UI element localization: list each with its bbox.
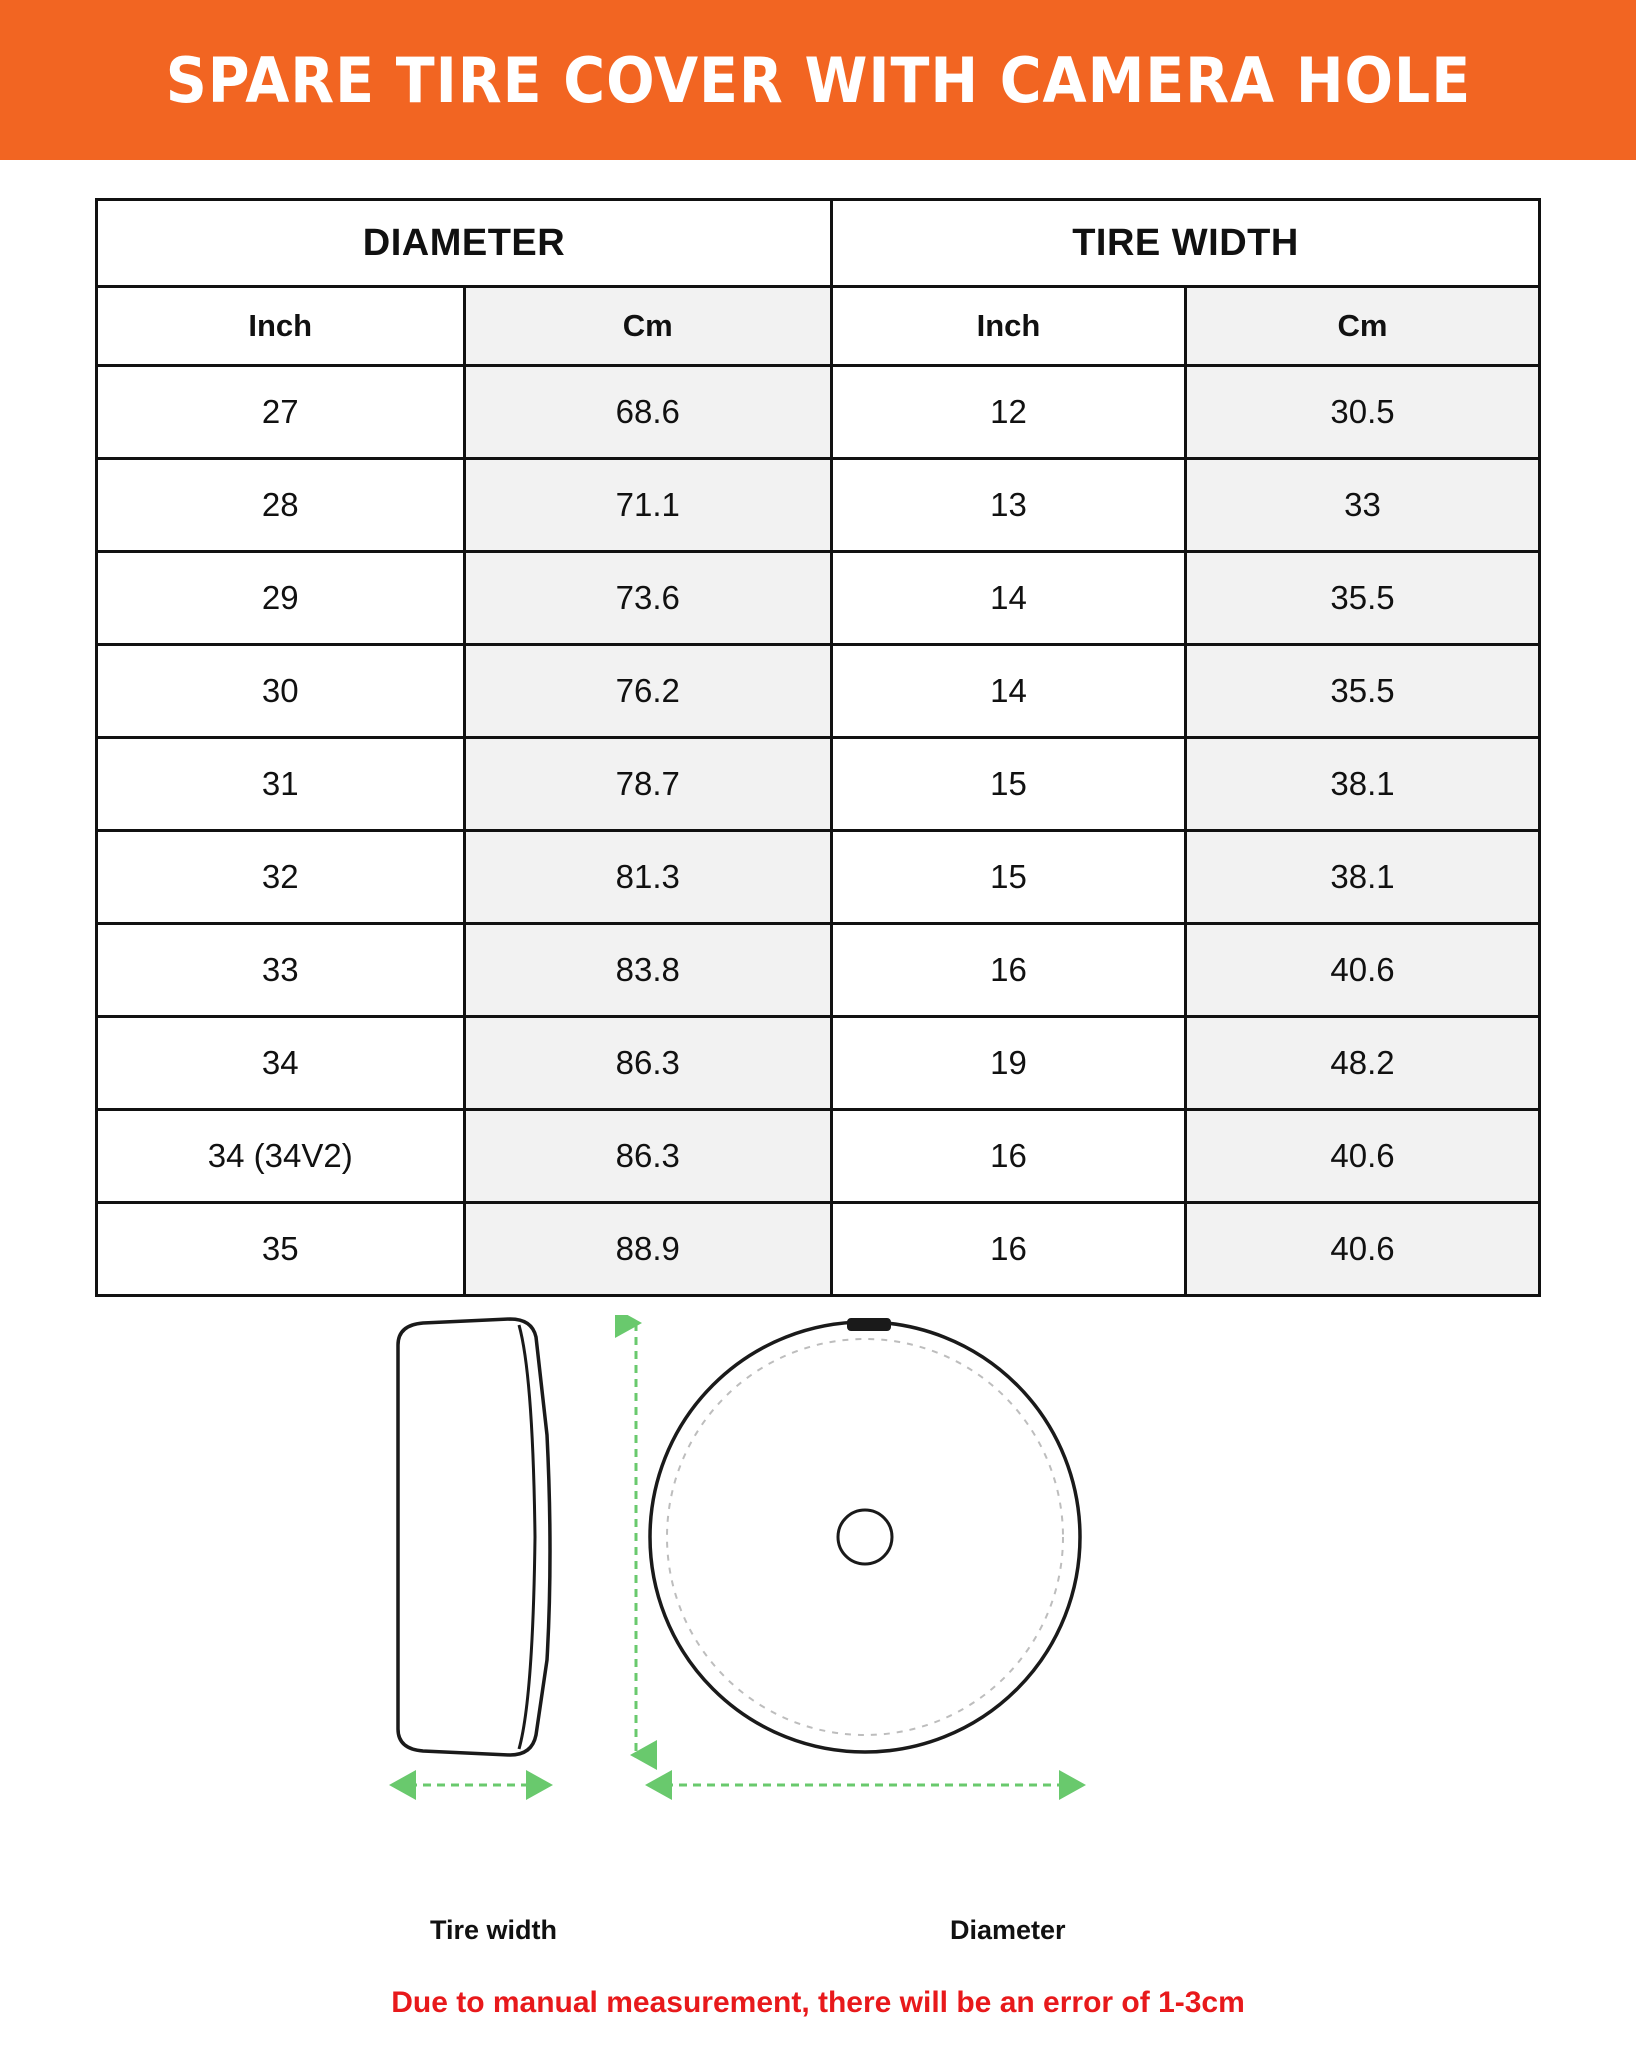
cell-diameter-cm: 76.2 (464, 645, 832, 738)
unit-header-width-inch: Inch (832, 287, 1186, 366)
cell-width-cm: 48.2 (1185, 1017, 1539, 1110)
unit-header-width-cm: Cm (1185, 287, 1539, 366)
cell-width-inch: 16 (832, 1203, 1186, 1296)
group-header-diameter: DIAMETER (97, 200, 832, 287)
cell-diameter-cm: 88.9 (464, 1203, 832, 1296)
cell-width-cm: 40.6 (1185, 1203, 1539, 1296)
diagram-captions (95, 1915, 1541, 1959)
cell-width-cm: 38.1 (1185, 738, 1539, 831)
cell-width-inch: 16 (832, 1110, 1186, 1203)
cell-diameter-inch: 34 (97, 1017, 465, 1110)
cover-front-view (650, 1318, 1080, 1752)
cell-diameter-inch: 27 (97, 366, 465, 459)
cell-diameter-inch: 34 (34V2) (97, 1110, 465, 1203)
cell-width-cm: 30.5 (1185, 366, 1539, 459)
cell-diameter-inch: 35 (97, 1203, 465, 1296)
cover-side-view (398, 1319, 550, 1755)
cell-diameter-inch: 29 (97, 552, 465, 645)
cell-width-inch: 16 (832, 924, 1186, 1017)
cell-diameter-inch: 28 (97, 459, 465, 552)
cell-width-inch: 12 (832, 366, 1186, 459)
size-chart-table (95, 198, 1541, 1297)
cell-diameter-cm: 81.3 (464, 831, 832, 924)
cell-width-cm: 40.6 (1185, 924, 1539, 1017)
table-row (97, 459, 1540, 552)
table-group-header-row (97, 200, 1540, 287)
cell-diameter-inch: 31 (97, 738, 465, 831)
cell-width-inch: 19 (832, 1017, 1186, 1110)
cell-width-cm: 35.5 (1185, 645, 1539, 738)
group-header-tire-width: TIRE WIDTH (832, 200, 1540, 287)
camera-hole-icon (838, 1510, 892, 1564)
table-row (97, 645, 1540, 738)
cell-width-cm: 33 (1185, 459, 1539, 552)
measurement-disclaimer: Due to manual measurement, there will be an error of 1-3cm (391, 1986, 1245, 2019)
table-unit-header-row (97, 287, 1540, 366)
cell-diameter-inch: 30 (97, 645, 465, 738)
table-row (97, 738, 1540, 831)
cell-diameter-cm: 78.7 (464, 738, 832, 831)
cell-diameter-cm: 68.6 (464, 366, 832, 459)
table-row (97, 831, 1540, 924)
cell-diameter-inch: 33 (97, 924, 465, 1017)
size-table-container (95, 198, 1541, 1297)
table-row (97, 924, 1540, 1017)
unit-header-diameter-inch: Inch (97, 287, 465, 366)
cell-diameter-cm: 83.8 (464, 924, 832, 1017)
measurement-diagram (95, 1315, 1541, 1945)
cell-width-cm: 35.5 (1185, 552, 1539, 645)
cell-width-cm: 40.6 (1185, 1110, 1539, 1203)
tire-width-label: Tire width (430, 1915, 558, 1945)
table-row (97, 366, 1540, 459)
cell-diameter-cm: 73.6 (464, 552, 832, 645)
cell-diameter-cm: 86.3 (464, 1110, 832, 1203)
cell-diameter-cm: 71.1 (464, 459, 832, 552)
cell-diameter-cm: 86.3 (464, 1017, 832, 1110)
cell-width-inch: 13 (832, 459, 1186, 552)
cell-width-cm: 38.1 (1185, 831, 1539, 924)
page-title: SPARE TIRE COVER WITH CAMERA HOLE (165, 43, 1471, 117)
unit-header-diameter-cm: Cm (464, 287, 832, 366)
table-row (97, 552, 1540, 645)
cell-width-inch: 15 (832, 831, 1186, 924)
table-row (97, 1017, 1540, 1110)
diagram-svg (95, 1315, 1541, 1915)
cell-width-inch: 15 (832, 738, 1186, 831)
cell-width-inch: 14 (832, 645, 1186, 738)
cell-diameter-inch: 32 (97, 831, 465, 924)
table-row (97, 1203, 1540, 1296)
table-row (97, 1110, 1540, 1203)
header-banner (0, 0, 1636, 160)
diameter-label: Diameter (950, 1915, 1066, 1945)
strap-tab-icon (847, 1318, 891, 1331)
cell-width-inch: 14 (832, 552, 1186, 645)
